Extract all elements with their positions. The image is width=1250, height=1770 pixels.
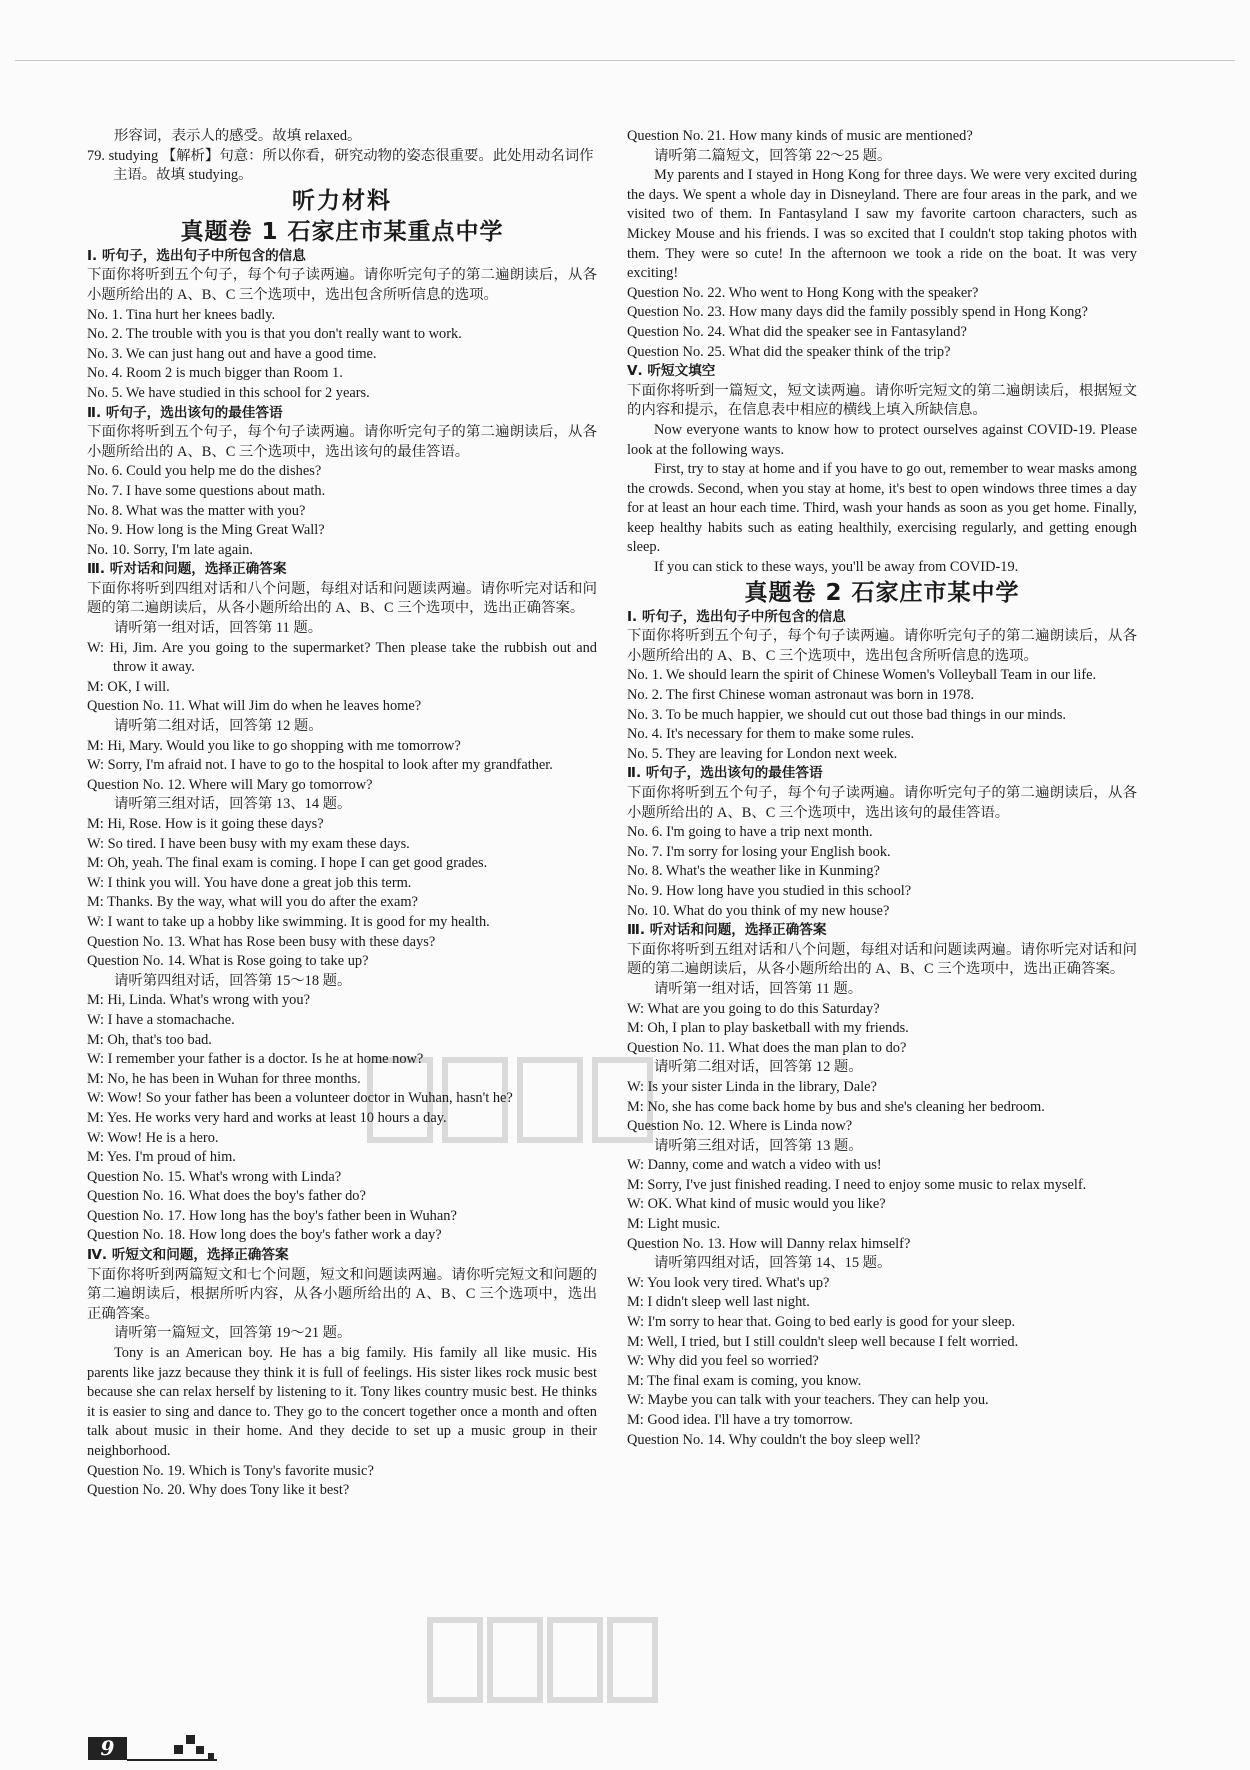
dialogue-line: M: Thanks. By the way, what will you do after the exam? [87,894,418,911]
instruction-text: 下面你将听到五个句子，每个句子读两遍。请你听完句子的第二遍朗读后，从各小题所给出的 A、B、C 三个选项中，选出包含所听信息的选项。 [87,267,597,303]
group-prompt: 请听第二篇短文，回答第 22～25 题。 [654,147,892,164]
footer-ornament-icon [208,1753,214,1759]
dialogue-line: M: Hi, Rose. How is it going these days? [87,816,324,832]
instruction-text: 下面你将听到五个句子，每个句子读两遍。请你听完句子的第二遍朗读后，从各小题所给出的 A、B、C 三个选项中，选出包含所听信息的选项。 [627,628,1137,664]
question-line: Question No. 18. How long does the boy's father work a day? [87,1227,442,1244]
section-title-listening: 听力材料 [292,187,392,214]
group-prompt: 请听第四组对话，回答第 14、15 题。 [654,1255,892,1272]
paper-title-1: 真题卷 1 石家庄市某重点中学 [180,218,504,245]
dialogue-line: W: You look very tired. What's up? [627,1274,830,1291]
page-number: 9 [88,1737,127,1760]
question-line: Question No. 14. What is Rose going to take up? [87,953,369,970]
dialogue-line: M: I didn't sleep well last night. [627,1294,810,1311]
instruction-text: 下面你将听到四组对话和八个问题，每组对话和问题读两遍。请你听完对话和问题的第二遍朗读后，从各小题所给出的 A、B、C 三个选项中，选出正确答案。 [87,580,597,617]
footer-ornament-icon [196,1746,204,1754]
dialogue-line: W: I'm sorry to hear that. Going to bed early is good for your sleep. [627,1314,1016,1331]
listening-item: No. 9. How long is the Ming Great Wall? [87,522,325,539]
question-line: Question No. 19. Which is Tony's favorite music? [87,1462,374,1479]
question-line: Question No. 20. Why does Tony like it best? [87,1482,350,1499]
dialogue-line: M: No, he has been in Wuhan for three months. [87,1070,361,1087]
dialogue-line: M: Well, I tried, but I still couldn't sleep well because I felt worried. [627,1333,1019,1350]
question-line: Question No. 11. What will Jim do when he leaves home? [87,698,422,715]
left-column [87,127,597,1501]
dialogue-line: M: Good idea. I'll have a try tomorrow. [627,1412,853,1428]
dialogue-line: M: No, she has come back home by bus and she's cleaning her bedroom. [627,1098,1045,1115]
passage-text: Now everyone wants to know how to protect ourselves against COVID-19. Please look at the following ways. [627,421,1137,458]
dialogue-line: W: So tired. I have been busy with my exam these days. [87,835,410,852]
dialogue-line: W: Is your sister Linda in the library, Dale? [627,1078,877,1095]
answer-item-79: 79. studying 【解析】句意：所以你看，研究动物的姿态很重要。此处用动名词作主语。故填 studying。 [87,147,594,184]
question-line: Question No. 11. What does the man plan to do? [627,1039,907,1056]
listening-item: No. 5. We have studied in this school for 2 years. [87,384,370,401]
listening-item: No. 7. I'm sorry for losing your English book. [627,843,891,860]
dialogue-line: W: Hi, Jim. Are you going to the supermarket? Then please take the rubbish out and throw it away. [87,639,597,676]
section-heading: Ⅰ. 听句子，选出句子中所包含的信息 [627,608,846,625]
dialogue-line: M: Yes. He works very hard and works at least 10 hours a day. [87,1109,447,1126]
watermark-stamp [360,1050,660,1160]
dialogue-line: W: OK. What kind of music would you like? [627,1196,886,1213]
dialogue-line: M: Hi, Mary. Would you like to go shopping with me tomorrow? [87,737,461,754]
question-line: Question No. 14. Why couldn't the boy sleep well? [627,1431,921,1448]
dialogue-line: W: I have a stomachache. [87,1011,235,1028]
listening-item: No. 6. I'm going to have a trip next month. [627,824,873,841]
dialogue-line: M: Yes. I'm proud of him. [87,1149,236,1166]
answer-continuation: 形容词，表示人的感受。故填 relaxed。 [114,128,362,144]
section-heading: Ⅱ. 听句子，选出该句的最佳答语 [87,404,283,421]
dialogue-line: M: The final exam is coming, you know. [627,1372,862,1389]
dialogue-line: W: I remember your father is a doctor. Is he at home now? [87,1051,424,1068]
passage-text: Tony is an American boy. He has a big family. His family all like music. His parents like jazz because they think it is full of feelings. His sister likes rock music best because she can relax herself by listening to it. Tony likes country music best. He thinks it is easier to sing and dance to. They go to the concert together once a month and often talk about music in their home. And they decide to set up a music group in their neighborhood. [87,1345,597,1459]
group-prompt: 请听第三组对话，回答第 13、14 题。 [114,796,352,813]
listening-item: No. 1. Tina hurt her knees badly. [87,306,276,323]
listening-item: No. 8. What was the matter with you? [87,502,306,519]
listening-item: No. 6. Could you help me do the dishes? [87,463,322,480]
question-line: Question No. 13. How will Danny relax himself? [627,1235,911,1252]
instruction-text: 下面你将听到一篇短文，短文读两遍。请你听完短文的第二遍朗读后，根据短文的内容和提示，在信息表中相应的横线上填入所缺信息。 [627,382,1137,419]
dialogue-line: M: Oh, I plan to play basketball with my friends. [627,1020,909,1037]
instruction-text: 下面你将听到五个句子，每个句子读两遍。请你听完句子的第二遍朗读后，从各小题所给出的 A、B、C 三个选项中，选出该句的最佳答语。 [627,785,1137,821]
dialogue-line: M: Light music. [627,1216,721,1233]
listening-item: No. 8. What's the weather like in Kunming? [627,863,880,880]
dialogue-line: W: What are you going to do this Saturday? [627,1000,880,1017]
listening-item: No. 10. Sorry, I'm late again. [87,541,253,558]
dialogue-line: W: Wow! So your father has been a volunteer doctor in Wuhan, hasn't he? [87,1090,513,1107]
dialogue-line: W: Maybe you can talk with your teachers. They can help you. [627,1392,989,1409]
section-heading: Ⅲ. 听对话和问题，选择正确答案 [627,922,827,939]
section-heading: Ⅲ. 听对话和问题，选择正确答案 [87,561,287,578]
listening-item: No. 1. We should learn the spirit of Chinese Women's Volleyball Team in our life. [627,667,1097,684]
listening-item: No. 3. To be much happier, we should cut out those bad things in our minds. [627,706,1067,723]
instruction-text: 下面你将听到两篇短文和七个问题，短文和问题读两遍。请你听完短文和问题的第二遍朗读后，根据所听内容，从各小题所给出的 A、B、C 三个选项中，选出正确答案。 [87,1266,597,1322]
passage-text: My parents and I stayed in Hong Kong for three days. We were very excited during the days. We spent a whole day in Disneyland. There are four areas in the park, and we visited two of them. In Fantasyland I saw my favorite cartoon characters, such as Mickey Mouse and his friends. I was so excited that I couldn't stop taking photos with them. They were so cute! In the afternoon we took a ride on the boat. It was very exciting! [627,167,1137,282]
question-line: Question No. 12. Where is Linda now? [627,1118,853,1135]
dialogue-line: W: Sorry, I'm afraid not. I have to go to the hospital to look after my grandfather. [87,757,553,774]
listening-item: No. 2. The trouble with you is that you don't really want to work. [87,326,462,343]
listening-item: No. 5. They are leaving for London next week. [627,745,898,762]
group-prompt: 请听第二组对话，回答第 12 题。 [114,718,323,735]
dialogue-line: W: I want to take up a hobby like swimming. It is good for my health. [87,913,490,930]
right-column [627,127,1137,1450]
group-prompt: 请听第一篇短文，回答第 19～21 题。 [114,1325,352,1342]
paper-title-2: 真题卷 2 石家庄市某中学 [744,579,1020,606]
passage-text: If you can stick to these ways, you'll be away from COVID-19. [654,559,1019,576]
question-line: Question No. 16. What does the boy's father do? [87,1188,366,1205]
section-heading: Ⅴ. 听短文填空 [627,363,716,380]
footer-ornament-icon [174,1745,183,1754]
dialogue-line: W: I think you will. You have done a great job this term. [87,874,412,891]
listening-item: No. 10. What do you think of my new house? [627,902,890,919]
question-line: Question No. 13. What has Rose been busy with these days? [87,933,436,950]
question-line: Question No. 22. Who went to Hong Kong with the speaker? [627,284,979,301]
footer-rule [127,1759,217,1761]
question-line: Question No. 25. What did the speaker think of the trip? [627,343,951,360]
question-line: Question No. 24. What did the speaker see in Fantasyland? [627,323,967,340]
footer-ornament-icon [186,1735,195,1744]
question-line: Question No. 15. What's wrong with Linda? [87,1168,342,1185]
dialogue-line: W: Why did you feel so worried? [627,1353,819,1370]
group-prompt: 请听第三组对话，回答第 13 题。 [654,1137,863,1154]
listening-item: No. 2. The first Chinese woman astronaut was born in 1978. [627,687,975,704]
section-heading: Ⅱ. 听句子，选出该句的最佳答语 [627,765,823,782]
listening-item: No. 4. It's necessary for them to make some rules. [627,726,915,743]
page-top-rule [15,60,1235,61]
question-line: Question No. 21. How many kinds of music are mentioned? [627,128,973,144]
listening-item: No. 4. Room 2 is much bigger than Room 1. [87,365,343,382]
dialogue-line: M: Oh, that's too bad. [87,1031,212,1048]
group-prompt: 请听第二组对话，回答第 12 题。 [654,1059,863,1076]
instruction-text: 下面你将听到五组对话和八个问题，每组对话和问题读两遍。请你听完对话和问题的第二遍朗读后，从各小题所给出的 A、B、C 三个选项中，选出正确答案。 [627,941,1137,978]
listening-item: No. 9. How long have you studied in this school? [627,882,912,899]
group-prompt: 请听第四组对话，回答第 15～18 题。 [114,972,352,989]
group-prompt: 请听第一组对话，回答第 11 题。 [654,980,863,997]
listening-item: No. 3. We can just hang out and have a good time. [87,345,377,362]
group-prompt: 请听第一组对话，回答第 11 题。 [114,620,323,637]
instruction-text: 下面你将听到五个句子，每个句子读两遍。请你听完句子的第二遍朗读后，从各小题所给出的 A、B、C 三个选项中，选出该句的最佳答语。 [87,424,597,460]
dialogue-line: M: Hi, Linda. What's wrong with you? [87,992,310,1009]
section-heading: Ⅳ. 听短文和问题，选择正确答案 [87,1247,289,1264]
question-line: Question No. 12. Where will Mary go tomorrow? [87,776,373,793]
dialogue-line: W: Danny, come and watch a video with us! [627,1157,882,1174]
dialogue-line: W: Wow! He is a hero. [87,1129,219,1146]
listening-item: No. 7. I have some questions about math. [87,482,326,499]
dialogue-line: M: Oh, yeah. The final exam is coming. I hope I can get good grades. [87,855,488,872]
section-heading: Ⅰ. 听句子，选出句子中所包含的信息 [87,247,306,264]
question-line: Question No. 17. How long has the boy's father been in Wuhan? [87,1207,457,1224]
dialogue-line: M: Sorry, I've just finished reading. I need to enjoy some music to relax myself. [627,1176,1087,1193]
question-line: Question No. 23. How many days did the family possibly spend in Hong Kong? [627,304,1088,321]
passage-text: First, try to stay at home and if you have to go out, remember to wear masks among the crowds. Second, when you stay at home, it's best to open windows three times a day for at least an hour each time. Third, wash your hands as soon as you get home. Finally, keep healthy habits such as eating healthily, exercising regularly, and getting enough sleep. [627,461,1137,556]
watermark-stamp [420,1610,660,1720]
dialogue-line: M: OK, I will. [87,678,170,695]
